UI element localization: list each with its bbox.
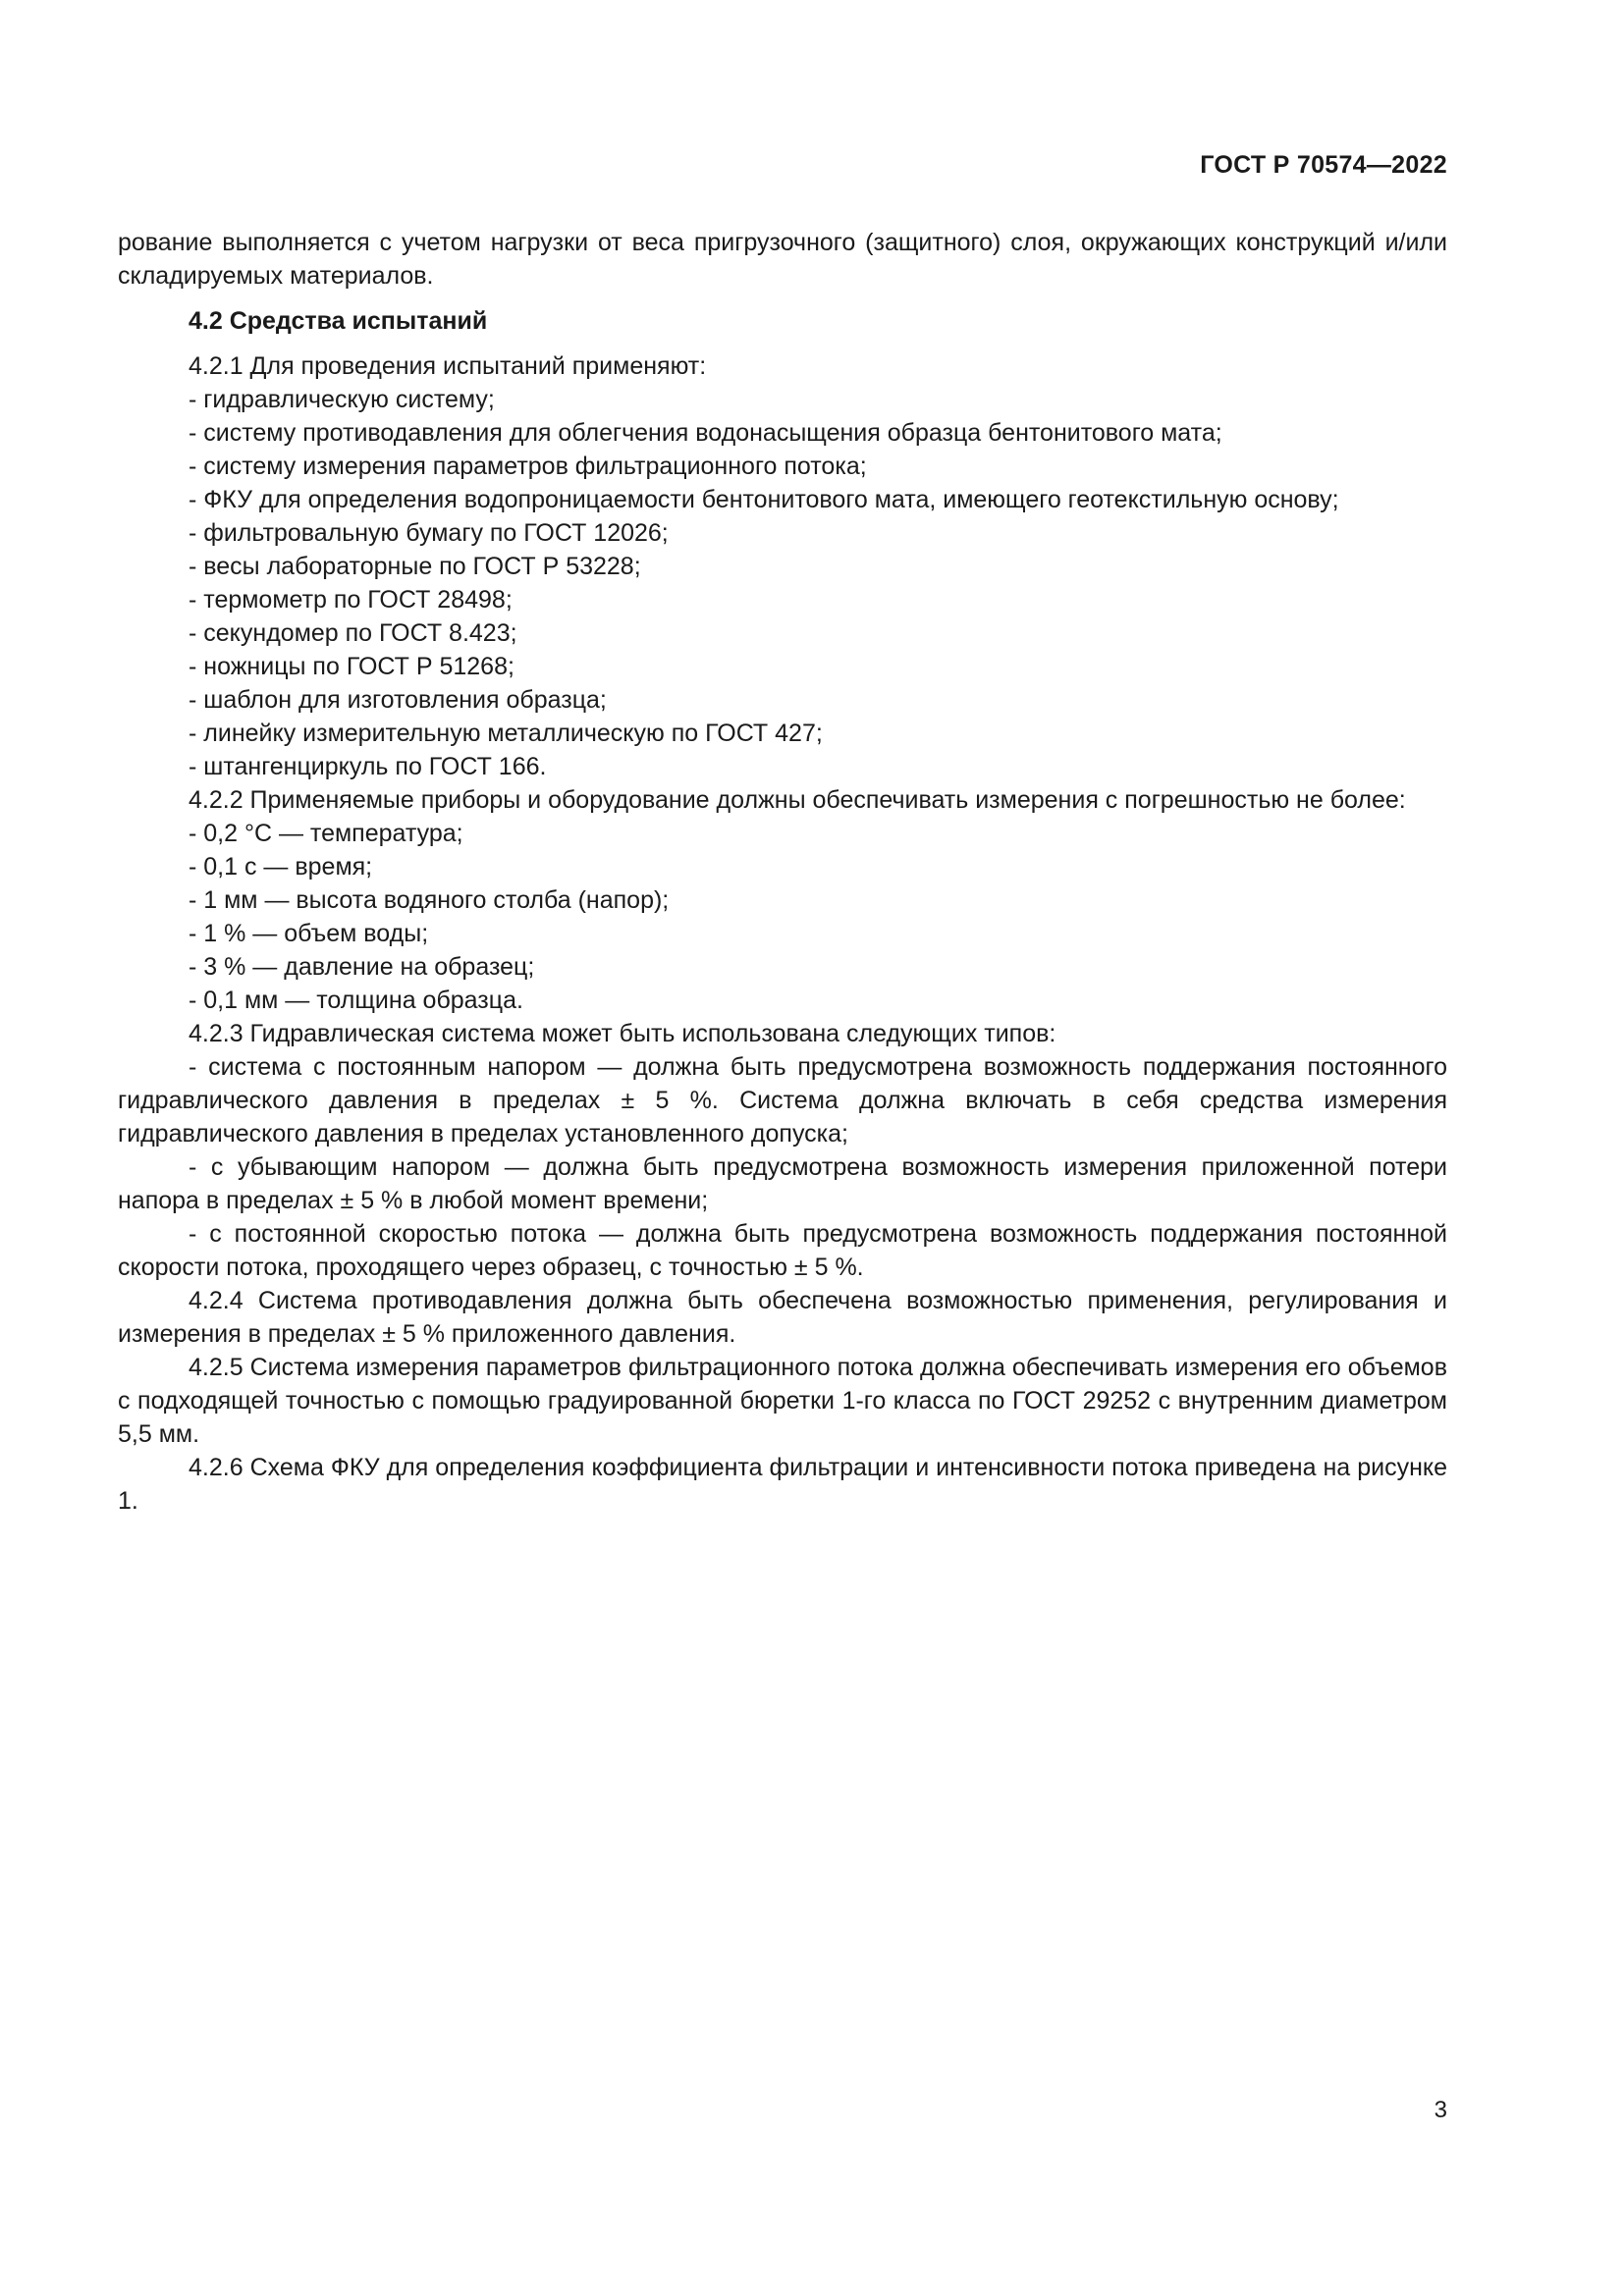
section-heading: 4.2 Средства испытаний [189, 307, 488, 335]
list-item: - штангенциркуль по ГОСТ 166. [189, 753, 547, 780]
list-item: - секундомер по ГОСТ 8.423; [189, 619, 517, 647]
list-item: - система с постоянным напором — должна быть предусмотрена возможность поддержания постоянного гидравлического давления в пределах ± 5 %. Система должна включать в себя средства измерения гидравлического давления в пределах установленного допуска; [118, 1053, 1447, 1148]
accuracy-list [118, 817, 1447, 1017]
list-item: - систему противодавления для облегчения водонасыщения образца бентонитового мата; [189, 419, 1222, 447]
list-item: - линейку измерительную металлическую по ГОСТ 427; [189, 720, 823, 747]
list-item: - 0,1 мм — толщина образца. [189, 987, 523, 1014]
paragraph-4-2-5: 4.2.5 Система измерения параметров фильтрационного потока должна обеспечивать измерения его объемов с подходящей точностью с помощью градуированной бюретки 1-го класса по ГОСТ 29252 с внутренним диаметром 5,5 мм. [118, 1354, 1447, 1448]
list-item: - 0,1 с — время; [189, 853, 373, 881]
list-item: - с постоянной скоростью потока — должна быть предусмотрена возможность поддержания постоянной скорости потока, проходящего через образец, с точностью ± 5 %. [118, 1220, 1447, 1281]
paragraph-4-2-4: 4.2.4 Система противодавления должна быть обеспечена возможностью применения, регулирования и измерения в пределах ± 5 % приложенного давления. [118, 1287, 1447, 1348]
list-item: - ножницы по ГОСТ Р 51268; [189, 653, 514, 680]
paragraph-4-2-1: 4.2.1 Для проведения испытаний применяют: [189, 352, 707, 380]
list-item: - 3 % — давление на образец; [189, 953, 535, 981]
paragraph-4-2-3: 4.2.3 Гидравлическая система может быть использована следующих типов: [189, 1020, 1056, 1047]
standard-code: ГОСТ Р 70574—2022 [1200, 151, 1447, 179]
list-item: - термометр по ГОСТ 28498; [189, 586, 513, 614]
list-item: - гидравлическую систему; [189, 386, 495, 413]
equipment-list [118, 383, 1447, 783]
list-item: - систему измерения параметров фильтрационного потока; [189, 453, 867, 480]
paragraph-4-2-2: 4.2.2 Применяемые приборы и оборудование должны обеспечивать измерения с погрешностью не более: [189, 786, 1406, 814]
list-item: - весы лабораторные по ГОСТ Р 53228; [189, 553, 641, 580]
list-item: - с убывающим напором — должна быть предусмотрена возможность измерения приложенной потери напора в пределах ± 5 % в любой момент времени; [118, 1153, 1447, 1214]
list-item: - 1 % — объем воды; [189, 920, 429, 947]
document-body [118, 226, 1447, 1518]
list-item: - фильтровальную бумагу по ГОСТ 12026; [189, 519, 669, 547]
list-item: - 1 мм — высота водяного столба (напор); [189, 886, 670, 914]
hydraulic-types-list [118, 1050, 1447, 1284]
list-item: - 0,2 °С — температура; [189, 820, 463, 847]
list-item: - шаблон для изготовления образца; [189, 686, 607, 714]
intro-paragraph: рование выполняется с учетом нагрузки от веса пригрузочного (защитного) слоя, окружающих конструкций и/или складируемых материалов. [118, 229, 1447, 290]
paragraph-4-2-6: 4.2.6 Схема ФКУ для определения коэффициента фильтрации и интенсивности потока приведена на рисунке 1. [118, 1454, 1447, 1515]
page-number: 3 [1434, 2097, 1447, 2123]
list-item: - ФКУ для определения водопроницаемости бентонитового мата, имеющего геотекстильную основу; [189, 486, 1339, 513]
